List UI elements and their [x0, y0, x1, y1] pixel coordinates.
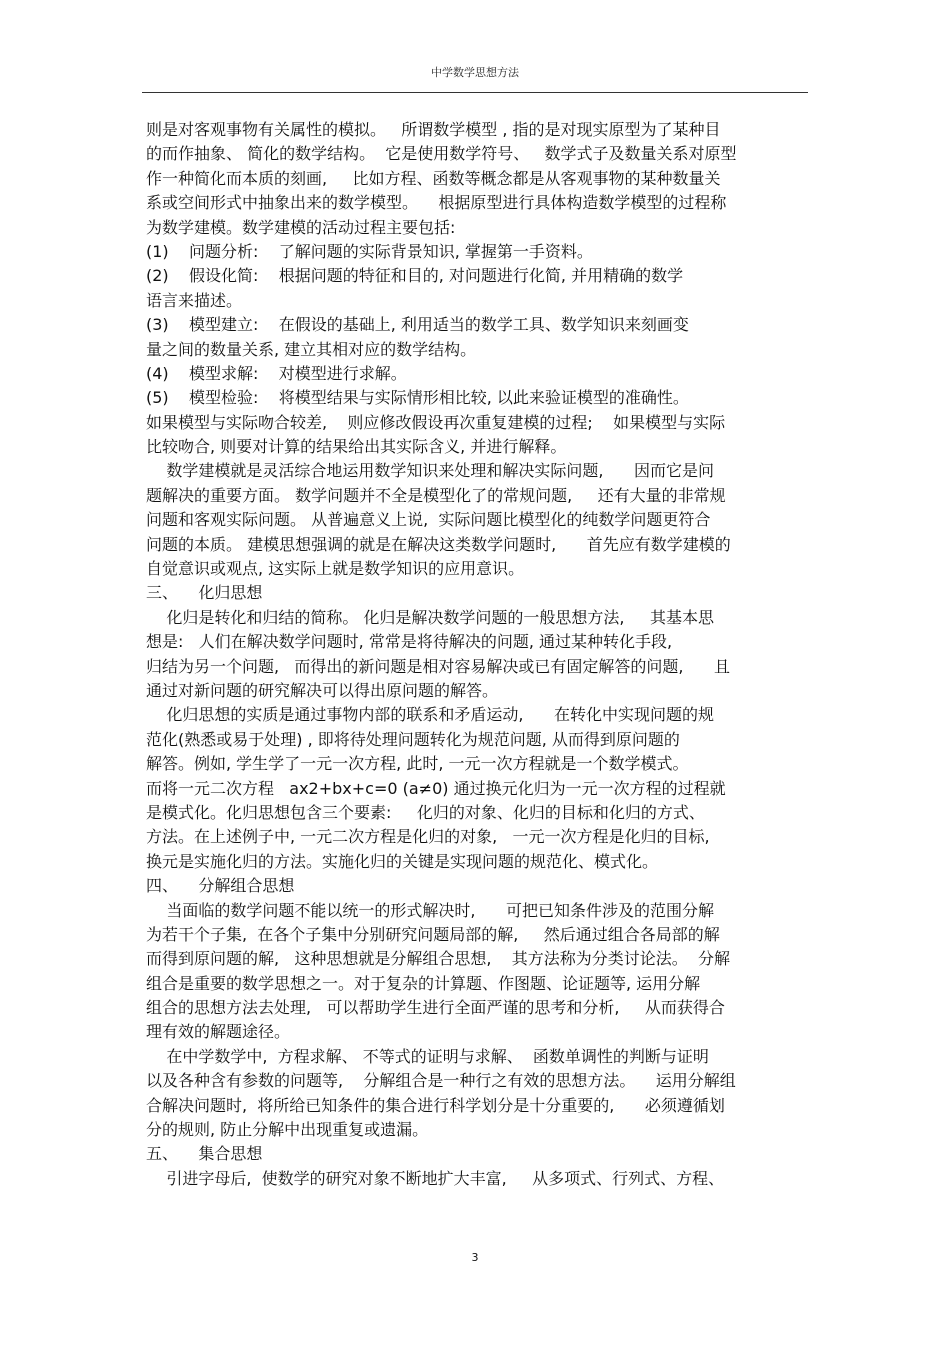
- text-line: 引进字母后, 使数学的研究对象不断地扩大丰富, 从多项式、行列式、方程、: [146, 1168, 725, 1188]
- text-line: 是模式化。化归思想包含三个要素: 化归的对象、化归的目标和化归的方式、: [146, 802, 705, 822]
- text-line: 归结为另一个问题, 而得出的新问题是相对容易解决或已有固定解答的问题, 且: [146, 656, 730, 676]
- text-line: 而将一元二次方程 ax2+bx+c=0 (a≠0) 通过换元化归为一元一次方程的过程就: [146, 778, 726, 798]
- text-line: 分的规则, 防止分解中出现重复或遗漏。: [146, 1120, 429, 1140]
- text-line: 组合的思想方法去处理, 可以帮助学生进行全面严谨的思考和分析, 从而获得合: [146, 998, 725, 1018]
- text-line: 当面临的数学问题不能以统一的形式解决时, 可把已知条件涉及的范围分解: [146, 900, 714, 920]
- text-line: 比较吻合, 则要对计算的结果给出其实际含义, 并进行解释。: [146, 437, 567, 457]
- text-line: (2) 假设化简: 根据问题的特征和目的, 对问题进行化简, 并用精确的数学: [146, 266, 684, 286]
- text-line: 通过对新问题的研究解决可以得出原问题的解答。: [146, 680, 499, 700]
- text-line: 组合是重要的数学思想之一。对于复杂的计算题、作图题、论证题等, 运用分解: [146, 973, 701, 993]
- text-line: 范化(熟悉或易于处理) , 即将待处理问题转化为规范问题, 从而得到原问题的: [146, 729, 680, 749]
- text-line: 问题的本质。 建模思想强调的就是在解决这类数学问题时, 首先应有数学建模的: [146, 534, 731, 554]
- text-line: 换元是实施化归的方法。实施化归的关键是实现问题的规范化、模式化。: [146, 851, 659, 871]
- text-line: 化归是转化和归结的简称。 化归是解决数学问题的一般思想方法, 其基本思: [146, 607, 714, 627]
- text-line: 理有效的解题途径。: [146, 1022, 291, 1042]
- page-number: 3: [471, 1251, 479, 1264]
- header-divider: [142, 92, 808, 93]
- text-line: 则是对客观事物有关属性的模拟。 所谓数学模型 , 指的是对现实原型为了某种目: [146, 120, 721, 139]
- document-body: [146, 118, 806, 1191]
- text-line: (4) 模型求解: 对模型进行求解。: [146, 363, 407, 383]
- text-line: (5) 模型检验: 将模型结果与实际情形相比较, 以此来验证模型的准确性。: [146, 388, 689, 408]
- text-line: 系或空间形式中抽象出来的数学模型。 根据原型进行具体构造数学模型的过程称: [146, 193, 727, 213]
- text-line: 方法。在上述例子中, 一元二次方程是化归的对象, 一元一次方程是化归的目标,: [146, 827, 710, 847]
- text-line: 语言来描述。: [146, 290, 243, 310]
- text-line: 三、 化归思想: [146, 583, 263, 603]
- text-line: 如果模型与实际吻合较差, 则应修改假设再次重复建模的过程; 如果模型与实际: [146, 412, 726, 432]
- text-line: 想是: 人们在解决数学问题时, 常常是将待解决的问题, 通过某种转化手段,: [146, 632, 673, 652]
- text-line: 化归思想的实质是通过事物内部的联系和矛盾运动, 在转化中实现问题的规: [146, 705, 714, 725]
- text-line: 作一种简化而本质的刻画, 比如方程、函数等概念都是从客观事物的某种数量关: [146, 168, 721, 188]
- text-line: 以及各种含有参数的问题等, 分解组合是一种行之有效的思想方法。 运用分解组: [146, 1071, 736, 1091]
- text-line: 问题和客观实际问题。 从普遍意义上说, 实际问题比模型化的纯数学问题更符合: [146, 510, 711, 530]
- text-line: 五、 集合思想: [146, 1144, 263, 1164]
- text-line: 在中学数学中, 方程求解、 不等式的证明与求解、 函数单调性的判断与证明: [146, 1046, 709, 1066]
- text-line: 量之间的数量关系, 建立其相对应的数学结构。: [146, 339, 477, 359]
- text-line: 自觉意识或观点, 这实际上就是数学知识的应用意识。: [146, 559, 525, 579]
- text-line: 数学建模就是灵活综合地运用数学知识来处理和解决实际问题, 因而它是问: [146, 461, 714, 481]
- text-line: (3) 模型建立: 在假设的基础上, 利用适当的数学工具、数学知识来刻画变: [146, 315, 689, 335]
- text-line: 合解决问题时, 将所给已知条件的集合进行科学划分是十分重要的, 必须遵循划: [146, 1095, 725, 1115]
- text-line: 的而作抽象、 简化的数学结构。 它是使用数学符号、 数学式子及数量关系对原型: [146, 144, 737, 164]
- text-line: 而得到原问题的解, 这种思想就是分解组合思想, 其方法称为分类讨论法。 分解: [146, 949, 730, 969]
- text-line: 为数学建模。数学建模的活动过程主要包括:: [146, 217, 456, 237]
- text-line: 四、 分解组合思想: [146, 876, 295, 896]
- page-header-title: 中学数学思想方法: [431, 66, 519, 79]
- text-line: 解答。例如, 学生学了一元一次方程, 此时, 一元一次方程就是一个数学模式。: [146, 754, 689, 774]
- text-line: 题解决的重要方面。 数学问题并不全是模型化了的常规问题, 还有大量的非常规: [146, 485, 726, 505]
- text-line: (1) 问题分析: 了解问题的实际背景知识, 掌握第一手资料。: [146, 241, 593, 261]
- text-line: 为若干个子集, 在各个子集中分别研究问题局部的解, 然后通过组合各局部的解: [146, 924, 720, 944]
